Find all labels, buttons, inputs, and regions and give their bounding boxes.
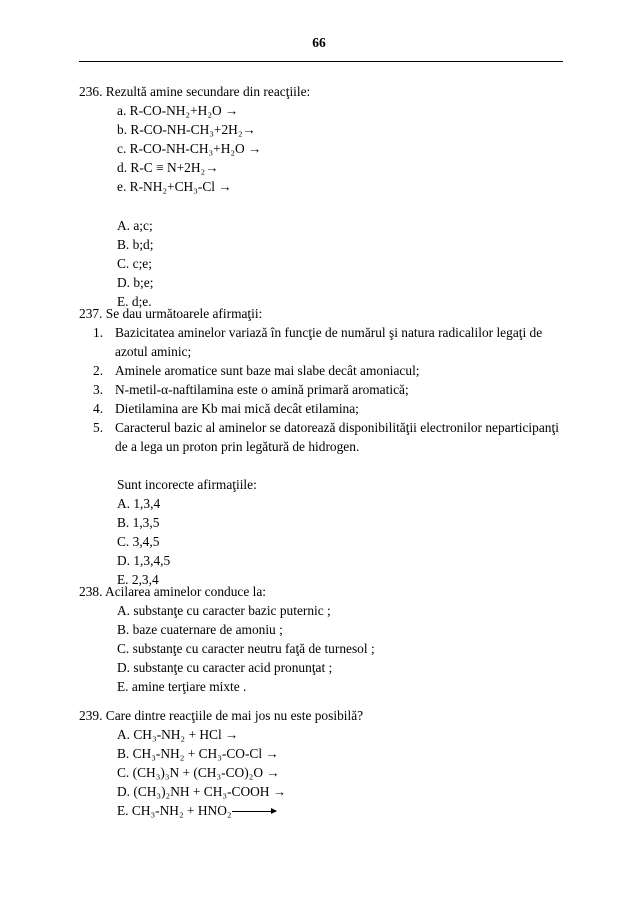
statement-item bbox=[79, 399, 569, 418]
statement-text: N-metil-α-naftilamina este o amină primară aromatică; bbox=[115, 382, 409, 397]
statement-text: Caracterul bazic al aminelor se datorează disponibilităţii electronilor neparticipanţi de a lega un proton prin legătură de hidrogen. bbox=[115, 420, 559, 454]
answer-option: A. a;c; bbox=[117, 218, 153, 233]
reaction-item: c. R-CO-NH-CH₃+H₂O → bbox=[117, 141, 262, 156]
statement-number: 2. bbox=[93, 363, 104, 378]
answer-option: B. CH₃-NH₂ + CH₃-CO-Cl → bbox=[117, 746, 279, 761]
question-text: 238. Acilarea aminelor conduce la: bbox=[79, 584, 267, 599]
answer-option: D. 1,3,4,5 bbox=[117, 553, 171, 568]
question-text: 239. Care dintre reacţiile de mai jos nu este posibilă? bbox=[79, 708, 364, 723]
statement-text: Dietilamina are Kb mai mică decât etilamina; bbox=[115, 401, 359, 416]
answer-option-e bbox=[79, 801, 569, 820]
answer-option: C. 3,4,5 bbox=[117, 534, 160, 549]
answer-option: E. 2,3,4 bbox=[117, 572, 159, 587]
reaction-item: b. R-CO-NH-CH₃+2H₂→ bbox=[117, 122, 256, 137]
answer-option: C. (CH₃)₃N + (CH₃-CO)₂O → bbox=[117, 765, 280, 780]
answer-option: A. substanţe cu caracter bazic puternic ; bbox=[117, 603, 331, 618]
question-text: 236. Rezultă amine secundare din reacţiile: bbox=[79, 84, 311, 99]
question-239 bbox=[79, 706, 569, 820]
question-text: 237. Se dau următoarele afirmaţii: bbox=[79, 306, 263, 321]
answer-option: B. baze cuaternare de amoniu ; bbox=[117, 622, 283, 637]
statement-item bbox=[79, 418, 569, 456]
question-237 bbox=[79, 304, 569, 589]
statement-number: 1. bbox=[93, 325, 104, 340]
statement-number: 5. bbox=[93, 420, 104, 435]
answer-option: D. substanţe cu caracter acid pronunţat ; bbox=[117, 660, 333, 675]
answer-option: C. substanţe cu caracter neutru faţă de turnesol ; bbox=[117, 641, 375, 656]
statement-item bbox=[79, 361, 569, 380]
page-number: 66 bbox=[312, 35, 326, 50]
answer-option: D. b;e; bbox=[117, 275, 154, 290]
reaction-item: d. R-C ≡ N+2H₂→ bbox=[117, 160, 219, 175]
question-prompt: Sunt incorecte afirmaţiile: bbox=[117, 477, 257, 492]
reaction-item: e. R-NH₂+CH₃-Cl → bbox=[117, 179, 232, 194]
question-236 bbox=[79, 82, 569, 311]
statement-number: 3. bbox=[93, 382, 104, 397]
statement-item bbox=[79, 323, 569, 361]
answer-text: E. CH₃-NH₂ + HNO₂ bbox=[117, 803, 232, 818]
answer-option: C. c;e; bbox=[117, 256, 152, 271]
reaction-item: a. R-CO-NH₂+H₂O → bbox=[117, 103, 239, 118]
answer-option: E. amine terţiare mixte . bbox=[117, 679, 247, 694]
question-238 bbox=[79, 582, 569, 696]
statement-number: 4. bbox=[93, 401, 104, 416]
header-rule bbox=[79, 61, 563, 62]
long-arrow-icon bbox=[232, 811, 276, 812]
statement-item bbox=[79, 380, 569, 399]
statement-text: Bazicitatea aminelor variază în funcţie de numărul şi natura radicalilor legaţi de azotul aminic; bbox=[115, 325, 543, 359]
answer-option: A. 1,3,4 bbox=[117, 496, 161, 511]
statement-text: Aminele aromatice sunt baze mai slabe decât amoniacul; bbox=[115, 363, 420, 378]
answer-option: D. (CH₃)₂NH + CH₃-COOH → bbox=[117, 784, 287, 799]
answer-option: B. 1,3,5 bbox=[117, 515, 160, 530]
answer-option: B. b;d; bbox=[117, 237, 154, 252]
answer-option: A. CH₃-NH₂ + HCl → bbox=[117, 727, 239, 742]
answer-option: E. d;e. bbox=[117, 294, 152, 309]
